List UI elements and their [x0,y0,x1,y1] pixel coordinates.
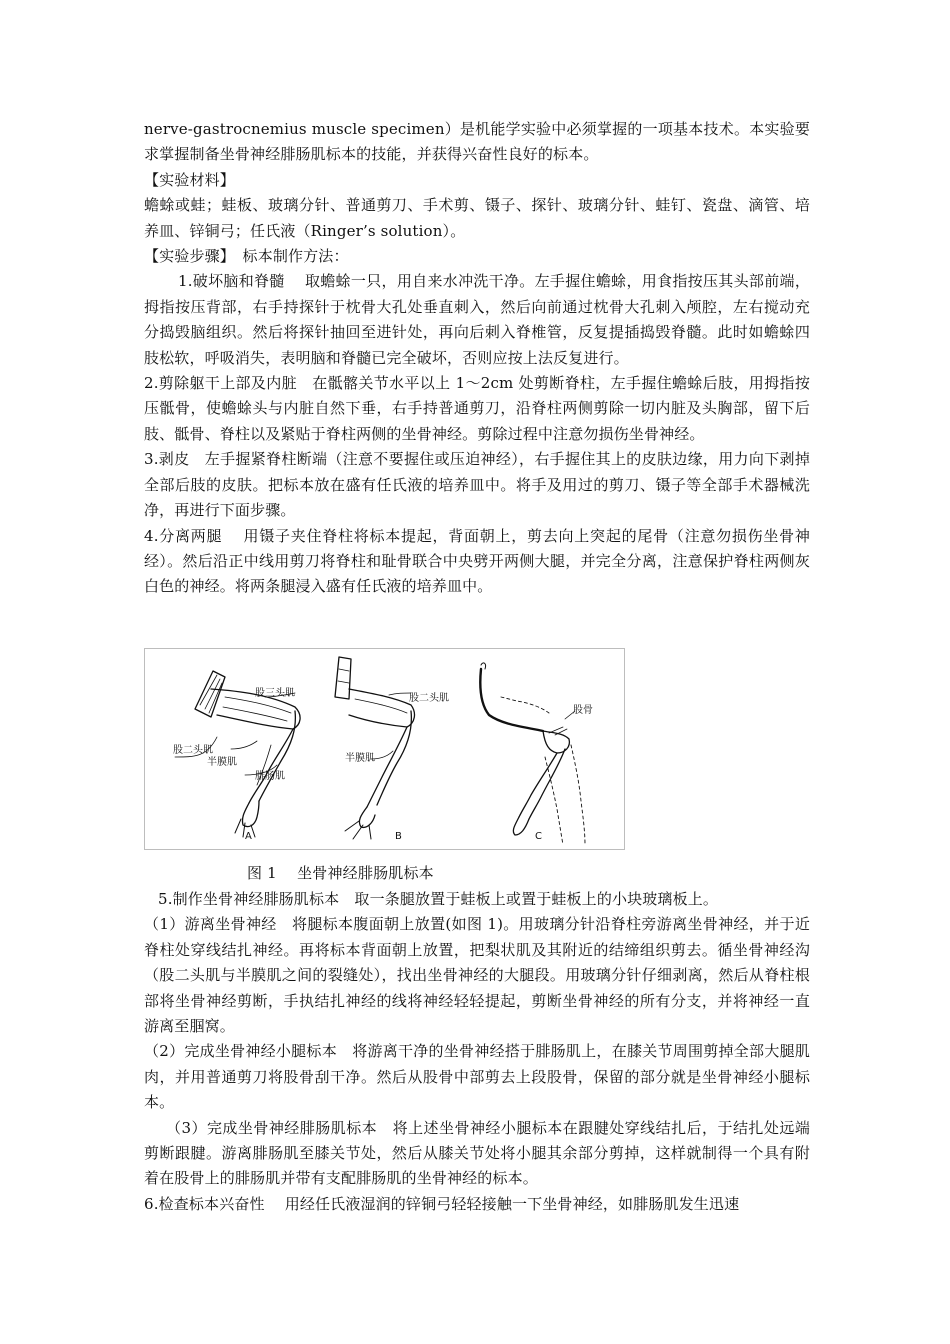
label-b-semimembranosus: 半膜肌 [345,753,375,764]
paragraph-step-2: 2.剪除躯干上部及内脏 在骶髂关节水平以上 1～2cm 处剪断脊柱，左手握住蟾蜍后肢，用拇指按压骶骨，使蟾蜍头与内脏自然下垂，右手持普通剪刀，沿脊柱两侧剪除一切内脏及头胸部，留下后肢、骶骨、脊柱以及紧贴于脊柱两侧的坐骨神经。剪除过程中注意勿损伤坐骨神经。 [144,374,810,443]
label-a-quadriceps: 股三头肌 [255,688,295,699]
label-panel-c: C [535,831,542,842]
figure-frog-leg-dissection [144,648,625,850]
heading-steps: 【实验步骤】 标本制作方法： [144,247,349,266]
paragraph-step-5-1: （1）游离坐骨神经 将腿标本腹面朝上放置(如图 1)。用玻璃分针沿脊柱旁游离坐骨神经，并于近脊柱处穿线结扎神经。再将标本背面朝上放置，把梨状肌及其附近的结缔组织剪去。循坐骨神经沟（股二头肌与半膜肌之间的裂缝处），找出坐骨神经的大腿段。用玻璃分针仔细剥离，然后从脊柱根部将坐骨神经剪断，手执结扎神经的线将神经轻轻提起，剪断坐骨神经的所有分支，并将神经一直游离至腘窝。 [144,915,810,1036]
paragraph-step-5: 5.制作坐骨神经腓肠肌标本 取一条腿放置于蛙板上或置于蛙板上的小块玻璃板上。 [158,890,719,908]
paragraph-materials: 蟾蜍或蛙；蛙板、玻璃分针、普通剪刀、手术剪、镊子、探针、玻璃分针、蛙钉、瓷盘、滴管、培养皿、锌铜弓；任氏液（Ringer’s solution）。 [144,196,810,240]
label-a-biceps-femoris: 股二头肌 [173,745,213,756]
label-a-gastrocnemius: 腓肠肌 [255,771,285,782]
text-block-bottom [144,887,810,1217]
paragraph-step-5-2: （2）完成坐骨神经小腿标本 将游离干净的坐骨神经搭于腓肠肌上，在膝关节周围剪掉全部大腿肌肉，并用普通剪刀将股骨刮干净。然后从股骨中部剪去上段股骨，保留的部分就是坐骨神经小腿标本。 [144,1042,810,1112]
label-panel-a: A [245,831,252,842]
label-a-semimembranosus: 半膜肌 [207,757,237,768]
figure-illustration [145,649,626,851]
label-panel-b: B [395,831,402,842]
paragraph-step-1: 1.破坏脑和脊髓 取蟾蜍一只，用自来水冲洗干净。左手握住蟾蜍，用食指按压其头部前端，拇指按压背部，右手持探针于枕骨大孔处垂直刺入，然后向前通过枕骨大孔刺入颅腔，左右搅动充分捣毁脑组织。然后将探针抽回至进针处，再向后刺入脊椎管，反复提插捣毁脊髓。此时如蟾蜍四肢松软，呼吸消失，表明脑和脊髓已完全破坏，否则应按上法反复进行。 [144,272,810,367]
paragraph-step-4: 4.分离两腿 用镊子夹住脊柱将标本提起，背面朝上，剪去向上突起的尾骨（注意勿损伤坐骨神经）。然后沿正中线用剪刀将脊柱和耻骨联合中央劈开两侧大腿，并完全分离，注意保护脊柱两侧灰白色的神经。将两条腿浸入盛有任氏液的培养皿中。 [144,526,810,596]
figure-caption: 图 1 坐骨神经腓肠肌标本 [247,864,434,882]
paragraph-step-6: 6.检查标本兴奋性 用经任氏液湿润的锌铜弓轻轻接触一下坐骨神经，如腓肠肌发生迅速 [144,1194,740,1213]
text-block-top [144,117,810,600]
paragraph-step-3: 3.剥皮 左手握紧脊柱断端（注意不要握住或压迫神经），右手握住其上的皮肤边缘，用力向下剥掉全部后肢的皮肤。把标本放在盛有任氏液的培养皿中。将手及用过的剪刀、镊子等全部手术器械洗净，再进行下面步骤。 [144,450,810,520]
panel-b-drawing [335,657,414,839]
heading-materials: 【实验材料】 [144,170,235,189]
paragraph-intro: nerve-gastrocnemius muscle specimen）是机能学实验中必须掌握的一项基本技术。本实验要求掌握制备坐骨神经腓肠肌标本的技能，并获得兴奋性良好的标本。 [144,120,810,164]
panel-c-drawing [480,663,585,845]
label-b-biceps-femoris: 股二头肌 [409,693,449,704]
label-c-femur: 股骨 [573,705,593,716]
paragraph-step-5-3: （3）完成坐骨神经腓肠肌标本 将上述坐骨神经小腿标本在跟腱处穿线结扎后，于结扎处远端剪断跟腱。游离腓肠肌至膝关节处，然后从膝关节处将小腿其余部分剪掉，这样就制得一个具有附着在股骨上的腓肠肌并带有支配腓肠肌的坐骨神经的标本。 [144,1118,810,1188]
